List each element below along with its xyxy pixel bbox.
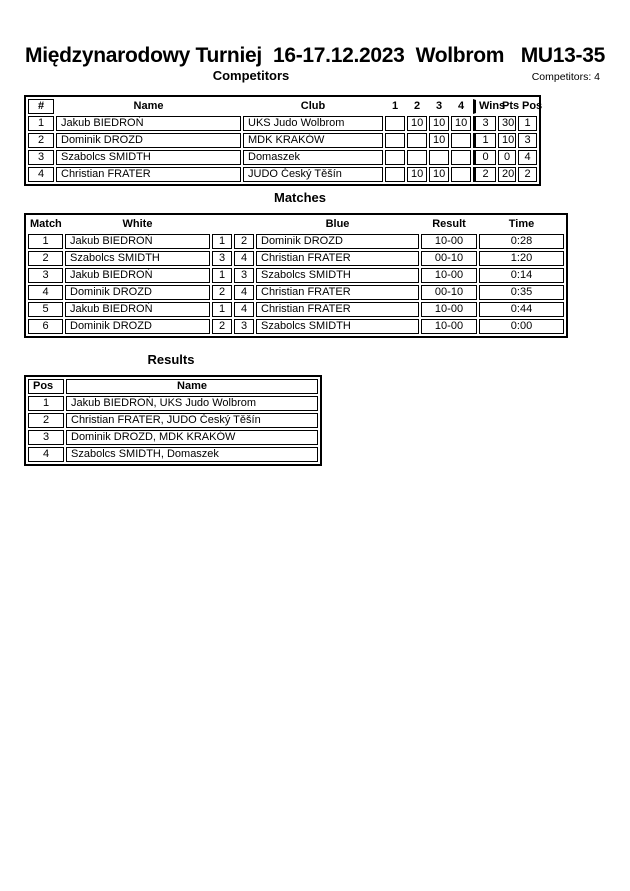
blue-seed: 4 [234, 302, 254, 317]
round4-score [451, 167, 471, 182]
match-number: 1 [28, 234, 63, 249]
results-header-row [28, 379, 318, 394]
competitor-club: JUDO Český Těšín [243, 167, 383, 182]
white-competitor: Dominik DROZD [65, 285, 210, 300]
blue-seed: 4 [234, 285, 254, 300]
competitors-header-row [28, 99, 537, 114]
result-name: Dominik DROZD, MDK KRAKÓW [66, 430, 318, 445]
white-seed: 3 [212, 251, 232, 266]
match-result: 00-10 [421, 285, 477, 300]
result-pos: 4 [28, 447, 64, 462]
competitor-num: 3 [28, 150, 54, 165]
match-result: 10-00 [421, 234, 477, 249]
result-pos: 2 [28, 413, 64, 428]
blue-competitor: Christian FRATER [256, 285, 419, 300]
round1-score [385, 116, 405, 131]
competitor-wins: 1 [473, 133, 496, 148]
col-header-round1: 1 [391, 100, 399, 112]
white-competitor: Szabolcs SMIDTH [65, 251, 210, 266]
result-pos: 1 [28, 396, 64, 411]
competitor-pts: 10 [498, 133, 516, 148]
match-number: 3 [28, 268, 63, 283]
white-seed: 1 [212, 268, 232, 283]
col-header-time: Time [508, 218, 535, 230]
col-header-pts: Pts [502, 100, 520, 112]
match-row [28, 268, 564, 283]
round3-score: 10 [429, 167, 449, 182]
competitors-section-title: Competitors [212, 68, 290, 83]
competitor-club: Domaszek [243, 150, 383, 165]
results-table [24, 375, 322, 466]
col-header-result-name: Name [66, 379, 318, 394]
match-number: 5 [28, 302, 63, 317]
round4-score [451, 133, 471, 148]
matches-section-title: Matches [273, 190, 327, 205]
competitor-wins: 0 [473, 150, 496, 165]
match-row [28, 285, 564, 300]
competitor-club: MDK KRAKÓW [243, 133, 383, 148]
competitor-num: 2 [28, 133, 54, 148]
competitor-name: Jakub BIEDROŃ [56, 116, 241, 131]
round2-score [407, 150, 427, 165]
match-row [28, 234, 564, 249]
competitor-pts: 20 [498, 167, 516, 182]
col-header-name: Name [133, 100, 164, 112]
competitors-count: Competitors: 4 [531, 71, 600, 83]
col-header-white-num [212, 217, 232, 232]
white-competitor: Jakub BIEDROŃ [65, 302, 210, 317]
round2-score: 10 [407, 116, 427, 131]
competitor-name: Szabolcs SMIDTH [56, 150, 241, 165]
white-seed: 1 [212, 234, 232, 249]
competitor-row [28, 133, 537, 148]
result-pos: 3 [28, 430, 64, 445]
white-seed: 1 [212, 302, 232, 317]
result-name: Jakub BIEDROŃ, UKS Judo Wolbrom [66, 396, 318, 411]
match-time: 0:44 [479, 302, 564, 317]
col-header-round3: 3 [435, 100, 443, 112]
col-header-blue: Blue [325, 218, 350, 230]
competitor-pts: 30 [498, 116, 516, 131]
competitor-name: Dominik DROZD [56, 133, 241, 148]
blue-seed: 3 [234, 268, 254, 283]
competitor-pos: 2 [518, 167, 537, 182]
competitor-num: 1 [28, 116, 54, 131]
competitor-pos: 4 [518, 150, 537, 165]
round2-score [407, 133, 427, 148]
white-competitor: Dominik DROZD [65, 319, 210, 334]
blue-competitor: Christian FRATER [256, 251, 419, 266]
competitor-name: Christian FRATER [56, 167, 241, 182]
result-row [28, 396, 318, 411]
round3-score [429, 150, 449, 165]
match-time: 0:35 [479, 285, 564, 300]
col-header-match: Match [30, 218, 62, 230]
col-header-pos: Pos [28, 379, 64, 394]
competitor-club: UKS Judo Wolbrom [243, 116, 383, 131]
round1-score [385, 150, 405, 165]
match-time: 1:20 [479, 251, 564, 266]
blue-competitor: Szabolcs SMIDTH [256, 319, 419, 334]
blue-competitor: Christian FRATER [256, 302, 419, 317]
white-seed: 2 [212, 319, 232, 334]
result-name: Christian FRATER, JUDO Český Těšín [66, 413, 318, 428]
match-result: 00-10 [421, 251, 477, 266]
match-time: 0:00 [479, 319, 564, 334]
match-time: 0:14 [479, 268, 564, 283]
competitor-wins: 3 [473, 116, 496, 131]
col-header-blue-num [234, 217, 254, 232]
competitor-row [28, 150, 537, 165]
blue-seed: 2 [234, 234, 254, 249]
competitors-table [24, 95, 541, 186]
match-row [28, 319, 564, 334]
match-row [28, 251, 564, 266]
round4-score [451, 150, 471, 165]
col-header-wins: Wins [473, 99, 496, 114]
competitor-pos: 3 [518, 133, 537, 148]
col-header-pos: Pos [522, 100, 543, 112]
match-time: 0:28 [479, 234, 564, 249]
competitor-pts: 0 [498, 150, 516, 165]
white-competitor: Jakub BIEDROŃ [65, 234, 210, 249]
col-header-result: Result [432, 218, 466, 230]
result-name: Szabolcs SMIDTH, Domaszek [66, 447, 318, 462]
page-title: Międzynarodowy Turniej 16-17.12.2023 Wolbrom MU13-35 [25, 44, 605, 67]
round1-score [385, 133, 405, 148]
col-header-club: Club [300, 100, 326, 112]
blue-competitor: Szabolcs SMIDTH [256, 268, 419, 283]
results-section-title: Results [147, 352, 195, 367]
round4-score: 10 [451, 116, 471, 131]
match-number: 2 [28, 251, 63, 266]
competitor-row [28, 116, 537, 131]
match-result: 10-00 [421, 319, 477, 334]
blue-seed: 3 [234, 319, 254, 334]
matches-table [24, 213, 568, 338]
round1-score [385, 167, 405, 182]
match-row [28, 302, 564, 317]
col-header-num: # [28, 99, 54, 114]
blue-competitor: Dominik DROZD [256, 234, 419, 249]
white-seed: 2 [212, 285, 232, 300]
result-row [28, 447, 318, 462]
blue-seed: 4 [234, 251, 254, 266]
result-row [28, 413, 318, 428]
round3-score: 10 [429, 133, 449, 148]
col-header-white: White [122, 218, 153, 230]
matches-header-row [28, 217, 564, 232]
result-row [28, 430, 318, 445]
match-result: 10-00 [421, 268, 477, 283]
col-header-round4: 4 [457, 100, 465, 112]
round3-score: 10 [429, 116, 449, 131]
round2-score: 10 [407, 167, 427, 182]
white-competitor: Jakub BIEDROŃ [65, 268, 210, 283]
competitor-wins: 2 [473, 167, 496, 182]
col-header-round2: 2 [413, 100, 421, 112]
match-number: 4 [28, 285, 63, 300]
match-result: 10-00 [421, 302, 477, 317]
competitor-num: 4 [28, 167, 54, 182]
competitor-row [28, 167, 537, 182]
match-number: 6 [28, 319, 63, 334]
competitor-pos: 1 [518, 116, 537, 131]
